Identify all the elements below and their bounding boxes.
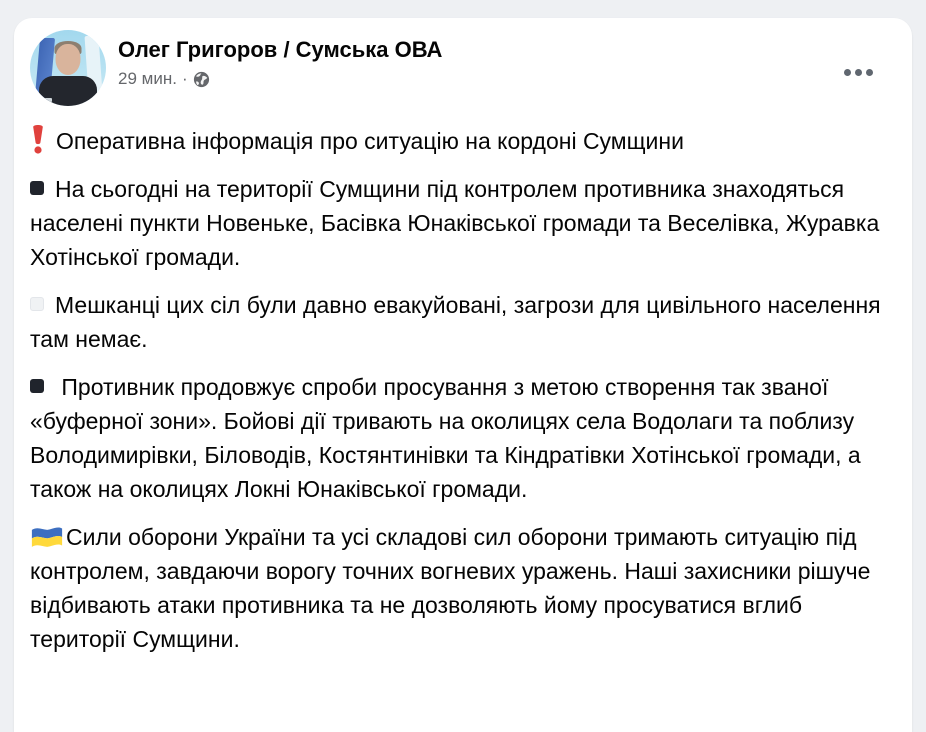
paragraph-text: Мешканці цих сіл були давно евакуйовані, загрози для цивільного населення там немає. xyxy=(30,292,881,352)
black-small-square-icon xyxy=(30,181,44,195)
post-paragraph-5 xyxy=(30,520,896,656)
post-header xyxy=(14,18,912,106)
white-small-square-icon xyxy=(30,297,44,311)
paragraph-text: Противник продовжує спроби просування з метою створення так званої «буферної зони». Бойові дії тривають на околицях села Водолаги та поблизу Володимирівки, Біловодів, Костянтинівки та Кіндратівки Хотінської громади, а також на околицях Локні Юнаківської громади. xyxy=(30,374,861,502)
paragraph-text: На сьогодні на території Сумщини під контролем противника знаходяться населені пункти Новеньке, Басівка Юнаківської громади та Веселівка, Журавка Хотінської громади. xyxy=(30,176,880,270)
dot xyxy=(866,69,873,76)
post-paragraph-3 xyxy=(30,288,896,356)
avatar-person-badge xyxy=(43,98,52,102)
globe-public-icon xyxy=(193,71,210,88)
paragraph-text: Оперативна інформація про ситуацію на кордоні Сумщини xyxy=(56,128,684,154)
timestamp-link[interactable]: 29 мин. xyxy=(118,69,177,88)
black-small-square-icon xyxy=(30,379,44,393)
ukraine-flag-icon xyxy=(30,523,64,550)
post-paragraph-2 xyxy=(30,172,896,274)
post-paragraph-1 xyxy=(30,124,896,158)
post-meta xyxy=(118,69,442,89)
post-body xyxy=(14,106,912,656)
red-exclamation-icon xyxy=(30,124,46,154)
post-options-button[interactable] xyxy=(838,54,878,90)
avatar-person-head xyxy=(56,44,81,75)
avatar[interactable] xyxy=(30,30,106,106)
author-name-link[interactable]: Олег Григоров / Сумська ОВА xyxy=(118,37,443,62)
post-paragraph-4 xyxy=(30,370,896,506)
paragraph-text: Сили оборони України та усі складові сил оборони тримають ситуацію під контролем, завдаючи ворогу точних вогневих уражень. Наші захисники рішуче відбивають атаки противника та не дозволяють йому просуватися вглиб території Сумщини. xyxy=(30,524,871,652)
dot xyxy=(844,69,851,76)
meta-separator: · xyxy=(181,69,188,88)
facebook-post-card xyxy=(14,18,912,732)
header-info xyxy=(118,30,442,89)
dot xyxy=(855,69,862,76)
